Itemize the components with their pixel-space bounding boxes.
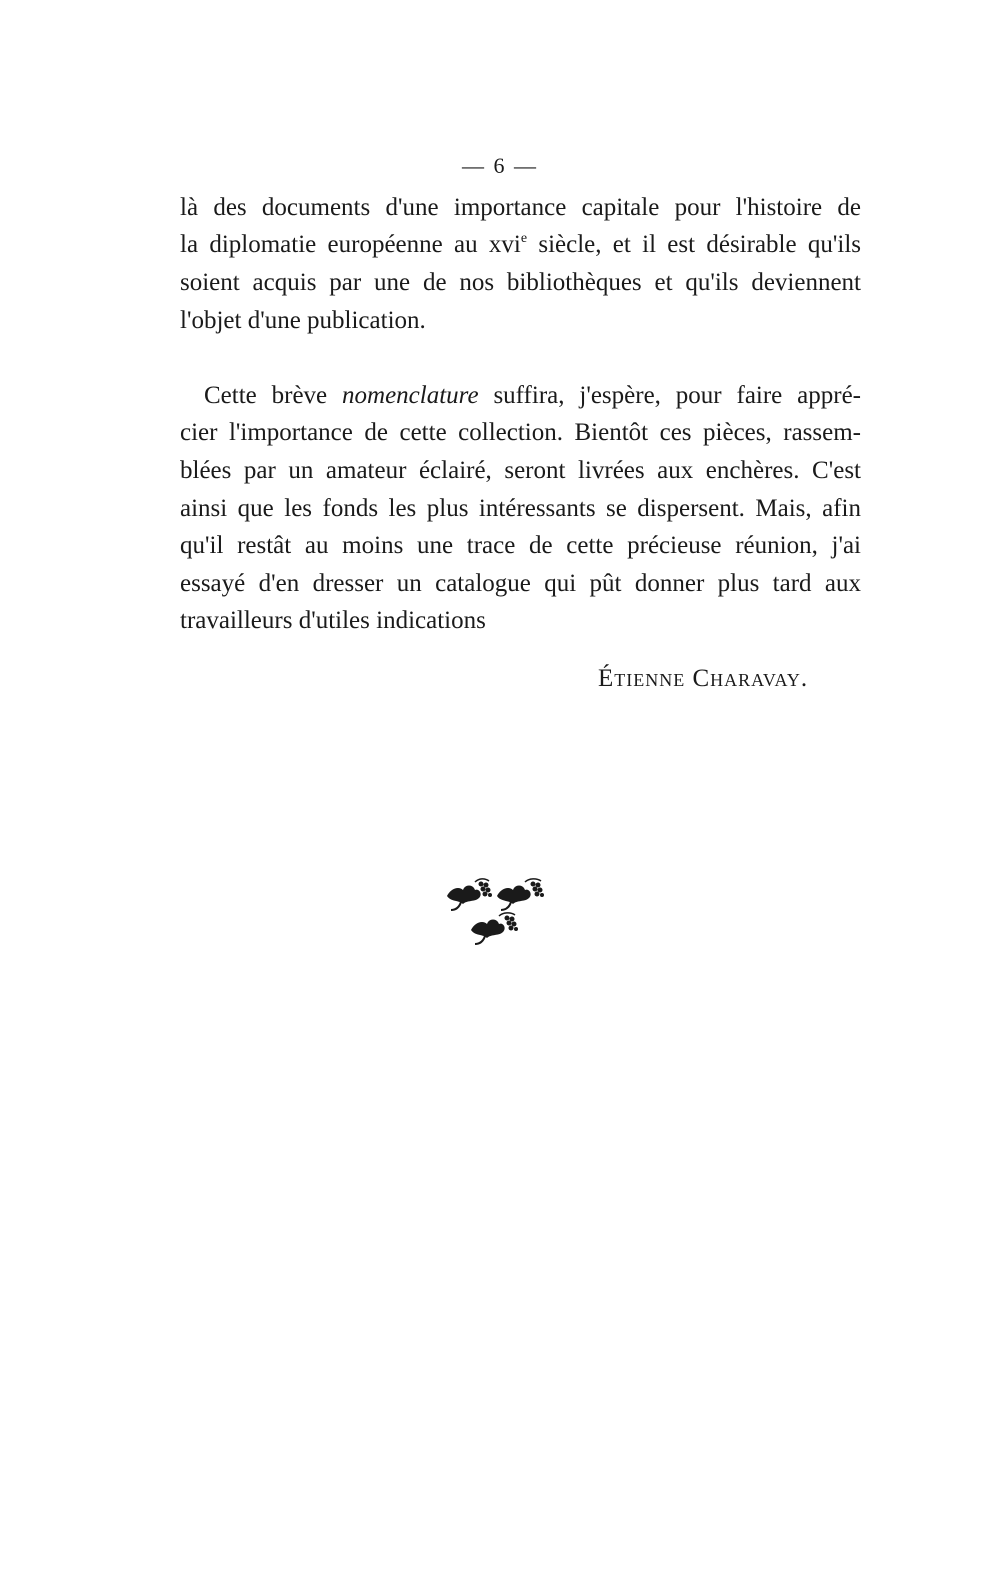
italic-term: nomenclature	[342, 382, 479, 409]
text-line: blées par un amateur éclairé, seront livrées aux enchères. C'est	[180, 457, 861, 484]
page-number: — 6 —	[462, 153, 538, 178]
text-line: soient acquis par une de nos bibliothèques et qu'ils deviennent	[180, 269, 861, 296]
text-line: travailleurs d'utiles indications	[180, 607, 486, 634]
text-segment: la diplomatie européenne au xvi	[180, 231, 521, 258]
text-line: qu'il restât au moins une trace de cette précieuse réunion, j'ai	[180, 532, 861, 559]
text-line: l'objet d'une publication.	[180, 307, 426, 334]
text-line	[204, 381, 861, 411]
text-line	[180, 230, 861, 260]
text-line: essayé d'en dresser un catalogue qui pût donner plus tard aux	[180, 570, 861, 597]
text-segment: siècle, et il est désirable qu'ils	[527, 231, 861, 258]
text-line: cier l'importance de cette collection. Bientôt ces pièces, rassem-	[180, 419, 861, 446]
text-line: ainsi que les fonds les plus intéressants se dispersent. Mais, afin	[180, 495, 861, 522]
text-line: là des documents d'une importance capitale pour l'histoire de	[180, 194, 861, 221]
text-segment: Cette brève	[204, 382, 343, 409]
author-signature: Étienne Charavay.	[598, 665, 809, 692]
superscript: e	[520, 231, 528, 246]
text-segment: suffira, j'espère, pour faire appré-	[478, 382, 861, 409]
grape-vine-fleuron-icon	[0, 878, 1000, 951]
